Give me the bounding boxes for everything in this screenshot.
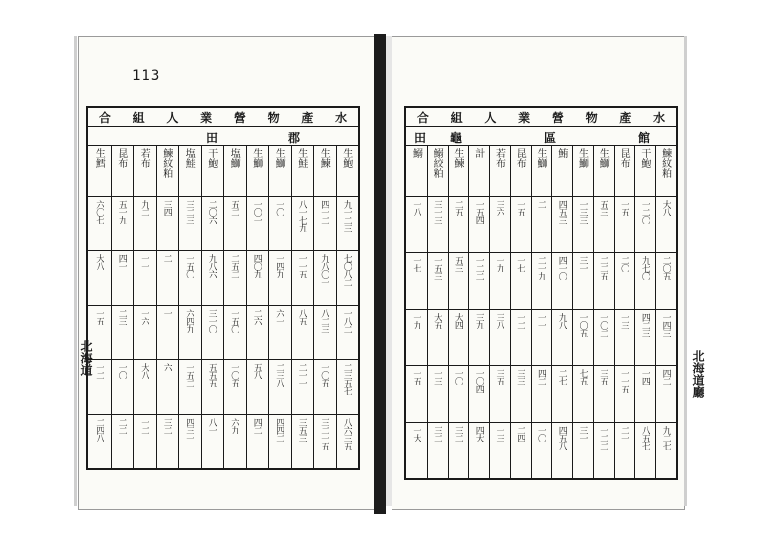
table-cell: 一三三 [577,200,588,224]
table-cell: 二〇六 [206,200,217,224]
table-cell: 一九 [494,256,505,273]
column-divider [133,146,134,468]
column-header: 生鰊 [451,148,463,168]
table-cell: 一二 [94,363,105,380]
table-cell: 三五三 [296,417,307,442]
table-cell: 五三 [452,256,463,273]
table-cell: 二〇五 [660,256,671,281]
district-char: 館 [638,131,651,145]
title-char: 營 [233,110,246,125]
table-cell: 一五 [619,200,630,216]
table-cell: 二 [161,254,172,263]
column-header: 計 [472,148,484,158]
row-divider [406,252,676,253]
column-divider [313,146,314,468]
district-char: 郡 [288,131,301,145]
column-header: 若布 [493,148,505,168]
table-cell: 一〇五 [319,363,330,388]
title-char: 組 [132,110,145,125]
table-cell: 二一一 [296,363,307,388]
column-divider [614,146,615,478]
left-table-title [88,108,358,127]
table-cell: 一〇五 [577,312,588,337]
district-char: 區 [544,131,557,145]
table-cell: 二〇 [619,256,630,273]
table-cell: 五二 [229,200,240,216]
table-cell: 三一〇 [206,308,217,333]
table-cell: 七五 [577,369,588,386]
table-cell: 一四 [639,369,650,386]
title-char: 業 [518,110,531,125]
table-cell: 二一 [619,425,630,442]
row-divider [406,422,676,423]
column-header: 干鮑 [205,148,217,168]
column-divider [427,146,428,478]
table-cell: 三五 [598,369,609,386]
district-char: 龜 [450,131,463,145]
table-cell: 一〇一 [251,200,262,224]
column-header: 塩鰤 [228,148,240,168]
column-divider [223,146,224,468]
title-char: 合 [98,110,111,125]
column-header: 生鰤 [576,148,588,168]
table-cell: 一九 [411,312,422,329]
column-header: 昆布 [115,148,127,168]
table-cell: 三五 [494,369,505,386]
column-divider [634,146,635,478]
district-char: 田 [414,131,427,145]
table-cell: 一五四 [473,200,484,224]
table-cell: 一一 [536,312,546,329]
table-cell: 八五 [296,308,307,325]
table-cell: 六〇七 [94,200,105,224]
table-cell: 九二 [139,200,150,216]
column-header: 鮪 [555,148,567,158]
column-divider [448,146,449,478]
table-cell: 一三 [619,312,630,329]
table-cell: 八一七九 [296,200,307,232]
table-cell: 一大 [411,425,422,442]
right-table-title [406,108,676,127]
table-cell: 一二〇 [639,200,650,224]
table-cell: 九八六 [206,254,217,279]
column-divider [531,146,532,478]
table-cell: 大四 [452,312,463,329]
table-cell: 一七 [411,256,422,273]
table-cell: 一二 [139,417,150,434]
table-cell: 四二 [536,369,546,386]
column-header: 若布 [138,148,150,168]
table-cell: 四一 [116,254,127,271]
table-cell: 一二 [515,312,526,329]
table-cell: 二七 [556,369,567,386]
row-divider [406,365,676,366]
table-cell: 一四三 [660,312,671,337]
table-cell: 九七〇 [639,256,650,281]
table-cell: 五五五 [206,363,217,388]
table-cell: 一一五 [296,254,307,279]
table-cell: 四四二 [274,417,285,442]
table-cell: 一五二 [184,363,195,388]
column-header: 鰊紋粕 [659,148,671,178]
table-cell: 五三 [598,200,609,216]
column-header: 塩鮭 [183,148,195,168]
title-char: 產 [619,110,632,125]
left-margin-text: 北海道 [79,340,93,376]
column-divider [655,146,656,478]
table-cell: 大五 [432,312,443,329]
table-cell: 四二 [251,417,262,434]
table-cell: 九一二三 [341,200,352,232]
table-cell: 一〇 [536,425,546,442]
table-cell: 大八 [660,200,671,216]
title-char: 人 [484,110,497,125]
table-cell: 四一〇 [556,256,567,281]
table-cell: 三四 [161,200,172,216]
column-header: 鰊紋粕 [160,148,172,178]
page-number: 113 [132,68,161,84]
table-cell: 三二 [161,417,172,434]
column-header: 生鰤 [597,148,609,168]
table-cell: 一 [161,308,172,317]
table-cell: 八六三五 [341,417,352,450]
table-cell: 一五〇 [184,254,195,279]
table-cell: 四大 [473,425,484,442]
table-cell: 九八 [556,312,567,329]
table-cell: 二六 [251,308,262,325]
table-cell: 三三 [515,369,526,386]
table-cell: 二三五七 [341,363,352,396]
table-cell: 三二 [452,425,463,442]
column-divider [510,146,511,478]
title-char: 組 [450,110,463,125]
table-cell: 二二五 [598,256,609,281]
table-cell: 三二三 [184,200,195,224]
table-cell: 一〇四 [473,369,484,394]
table-cell: 六 [161,363,172,372]
table-cell: 三一 [577,425,588,442]
column-header: 昆布 [618,148,630,168]
table-cell: 一〇 [274,200,285,216]
table-cell: 二一九 [536,256,546,281]
table-cell: 一四九 [274,254,285,279]
column-divider [489,146,490,478]
right-table [404,106,678,480]
district-char: 田 [206,131,219,145]
left-table-district [88,127,358,146]
column-header: 生鮑 [340,148,352,168]
table-cell: 六九 [229,417,240,434]
table-cell: 一六 [139,308,150,325]
table-cell: 一五〇 [229,308,240,333]
column-divider [178,146,179,468]
row-divider [406,309,676,310]
column-header: 鰯 [410,148,422,158]
table-cell: 四五八 [556,425,567,450]
table-cell: 五八 [251,363,262,380]
column-header: 生鱈 [93,148,105,168]
column-divider [572,146,573,478]
column-divider [468,146,469,478]
table-cell: 四二 [660,369,671,386]
table-cell: 一五 [411,369,422,386]
column-header: 生鰤 [535,148,546,168]
column-divider [268,146,269,468]
table-cell: 三二一五 [319,417,330,450]
table-cell: 三九 [473,312,484,329]
title-char: 人 [166,110,179,125]
table-cell: 一五三 [432,256,443,281]
table-cell: 二三 [116,308,127,325]
table-cell: 三一三 [432,200,443,224]
column-header: 昆布 [514,148,526,168]
column-divider [593,146,594,478]
title-char: 物 [267,110,280,125]
table-cell: 四〇九 [251,254,262,279]
table-cell: 一五 [515,200,526,216]
table-cell: 二五 [452,200,463,216]
table-cell: 八五七 [639,425,650,450]
table-cell: 四一二 [319,200,330,224]
table-cell: 一三 [494,425,505,442]
table-cell: 四三一 [184,417,195,442]
table-cell: 大八 [94,254,105,271]
column-divider [246,146,247,468]
table-cell: 一二二 [598,425,609,450]
table-cell: 一一 [139,254,150,271]
left-table [86,106,360,470]
column-header: 生鮭 [295,148,307,168]
table-cell: 二二 [116,417,127,434]
column-header: 鰯絞粕 [431,148,443,178]
column-divider [111,146,112,468]
column-divider [551,146,552,478]
column-header: 生鰤 [250,148,262,168]
table-cell: 三六 [494,200,505,216]
title-char: 水 [335,110,348,125]
title-char: 業 [200,110,213,125]
table-cell: 四五三 [556,200,567,224]
table-cell: 三二 [432,425,443,442]
right-page-edge [684,36,687,506]
table-cell: 二四 [515,425,526,442]
table-cell: 一〇二 [598,312,609,337]
table-cell: 一三 [432,369,443,386]
table-cell: 四二三 [639,312,650,337]
book-gutter [386,36,392,506]
title-char: 營 [551,110,564,125]
table-cell: 九八〇一 [319,254,330,287]
column-header: 干鮑 [638,148,650,168]
book-spine [374,34,386,514]
left-page-edge [74,36,77,506]
table-cell: 一八二 [341,308,352,333]
title-char: 水 [653,110,666,125]
column-divider [291,146,292,468]
table-cell: 八二三 [319,308,330,333]
table-cell: 六四九 [184,308,195,333]
table-cell: 五一九 [116,200,127,224]
table-cell: 一〇 [452,369,463,386]
table-cell: 八一 [206,417,217,434]
title-char: 物 [585,110,598,125]
table-cell: 一七 [515,256,526,273]
table-cell: 一二二 [473,256,484,281]
table-cell: 六一 [274,308,285,325]
table-cell: 二四八 [94,417,105,442]
title-char: 產 [301,110,314,125]
title-char: 合 [416,110,429,125]
table-cell: 大八 [139,363,150,380]
column-divider [156,146,157,468]
column-header: 生鰤 [273,148,285,168]
column-divider [201,146,202,468]
table-cell: 三八 [494,312,505,329]
column-divider [336,146,337,468]
table-cell: 二三八 [274,363,285,388]
table-cell: 一〇五 [229,363,240,388]
right-margin-text: 北海道廳 [691,350,705,398]
table-cell: 二五二 [229,254,240,279]
table-cell: 一五 [94,308,105,325]
column-header: 生鰊 [318,148,330,168]
table-cell: 一〇 [116,363,127,380]
right-table-district [406,127,676,146]
table-cell: 一一五 [619,369,630,394]
table-cell: 三一 [577,256,588,273]
table-cell: 二 [536,200,546,208]
table-cell: 七〇八二 [341,254,352,287]
table-cell: 九二七 [660,425,671,450]
table-cell: 一八 [411,200,422,216]
